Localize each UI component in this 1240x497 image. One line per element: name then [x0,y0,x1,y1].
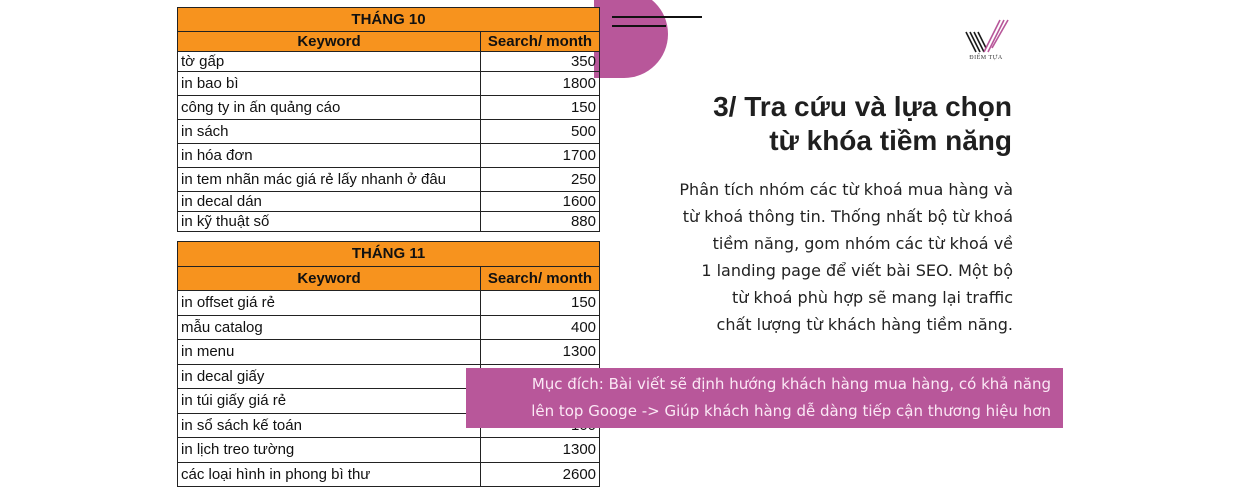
search-cell: 1300 [481,340,600,365]
keyword-cell: in decal giấy [178,364,481,389]
paragraph-line: từ khoá thông tin. Thống nhất bộ từ khoá [682,207,1013,226]
search-cell: 880 [481,212,600,232]
table-row [178,340,600,365]
keyword-cell: in tem nhãn mác giá rẻ lấy nhanh ở đâu [178,168,481,192]
keyword-cell: in hóa đơn [178,144,481,168]
table-row [178,462,600,487]
search-cell: 150 [481,291,600,316]
keyword-cell: in decal dán [178,192,481,212]
column-header-keyword: Keyword [178,32,481,52]
search-cell: 350 [481,52,600,72]
table-row [178,72,600,96]
table-row [178,144,600,168]
table-row [178,168,600,192]
title-line: 3/ Tra cứu và lựa chọn [713,91,1012,122]
keyword-cell: in sách [178,120,481,144]
month-header: THÁNG 10 [178,8,600,32]
keyword-cell: in offset giá rẻ [178,291,481,316]
table-row [178,212,600,232]
paragraph-line: Phân tích nhóm các từ khoá mua hàng và [679,180,1013,199]
table-row [178,438,600,463]
keyword-cell: các loại hình in phong bì thư [178,462,481,487]
keyword-table-november [177,241,600,487]
table-row [178,52,600,72]
search-cell: 1600 [481,192,600,212]
search-cell: 1800 [481,72,600,96]
paragraph-line: tiềm năng, gom nhóm các từ khoá về [712,234,1013,253]
month-header: THÁNG 11 [178,242,600,267]
section-title [640,90,1012,158]
note-line: lên top Googe -> Giúp khách hàng dễ dàng tiếp cận thương hiệu hơn [531,402,1051,420]
keyword-cell: tờ gấp [178,52,481,72]
decorative-line-bottom [612,25,666,27]
keyword-cell: mẫu catalog [178,315,481,340]
keyword-cell: in menu [178,340,481,365]
decorative-line-top [612,16,702,18]
keyword-cell: in kỹ thuật số [178,212,481,232]
keyword-cell: in túi giấy giá rẻ [178,389,481,414]
table-row [178,120,600,144]
search-cell: 2600 [481,462,600,487]
search-cell: 1700 [481,144,600,168]
search-cell: 250 [481,168,600,192]
note-line: Mục đích: Bài viết sẽ định hướng khách hàng mua hàng, có khả năng [531,375,1051,393]
search-cell: 400 [481,315,600,340]
column-header-keyword: Keyword [178,266,481,291]
purpose-note-box [466,368,1063,428]
keyword-cell: in bao bì [178,72,481,96]
keyword-table-october [177,7,600,232]
paragraph-line: chất lượng từ khách hàng tiềm năng. [716,315,1013,334]
description-paragraph [620,176,1013,338]
keyword-cell: công ty in ấn quảng cáo [178,96,481,120]
search-cell: 150 [481,96,600,120]
search-cell: 1300 [481,438,600,463]
table-row [178,96,600,120]
paragraph-line: từ khoá phù hợp sẽ mang lại traffic [731,288,1013,307]
keyword-cell: in lịch treo tường [178,438,481,463]
decorative-half-circle [594,0,668,78]
paragraph-line: 1 landing page để viết bài SEO. Một bộ [701,261,1013,280]
table-row [178,192,600,212]
logo-text: ĐIỂM TỰA [969,55,1003,61]
keyword-cell: in sổ sách kế toán [178,413,481,438]
search-cell: 500 [481,120,600,144]
title-line: từ khóa tiềm năng [769,125,1012,156]
table-row [178,291,600,316]
column-header-search: Search/ month [481,266,600,291]
column-header-search: Search/ month [481,32,600,52]
table-row [178,315,600,340]
